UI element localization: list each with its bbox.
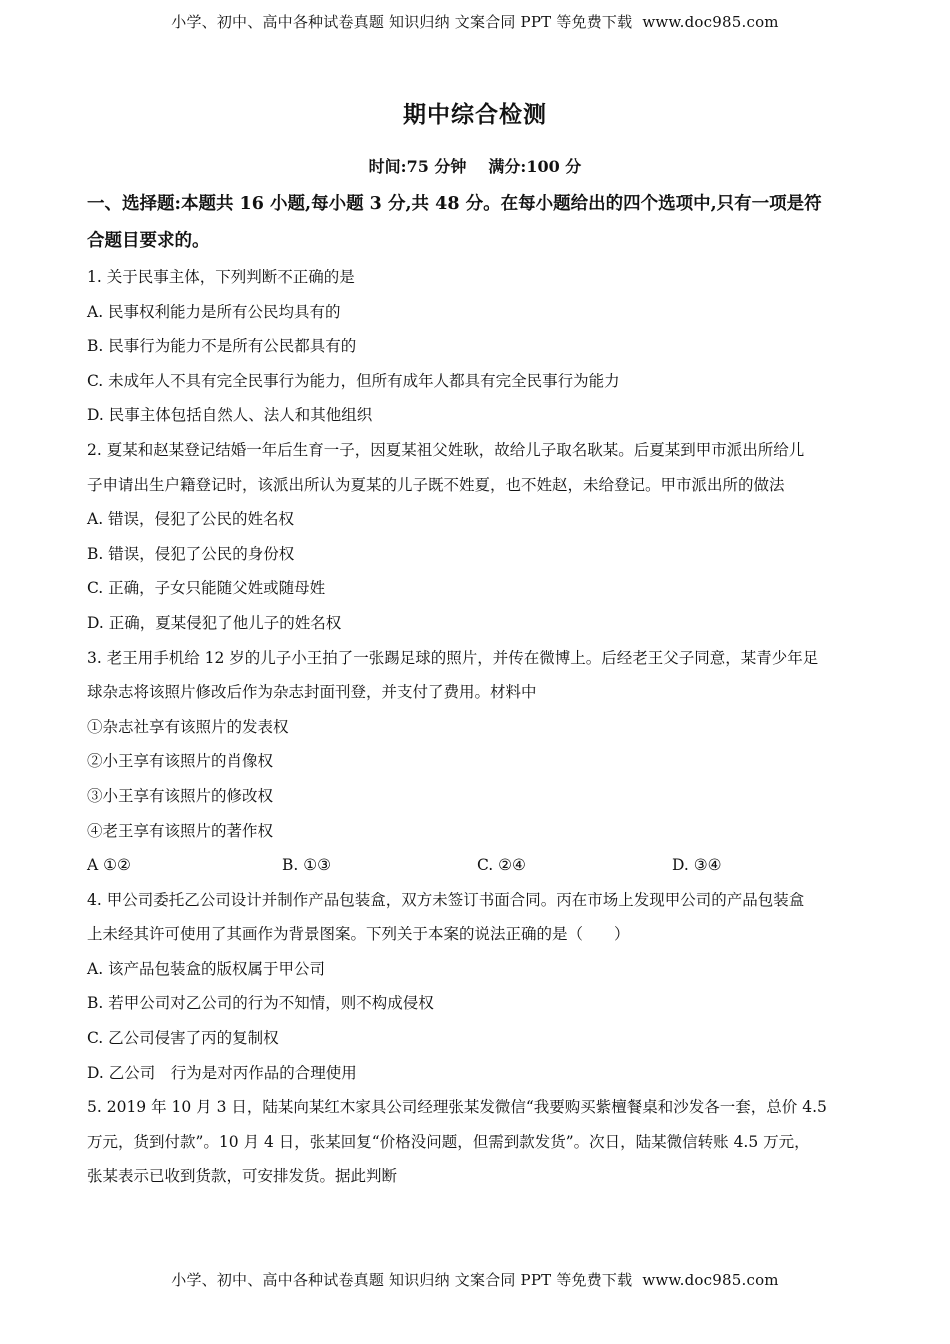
page-title: 期中综合检测 [403,101,547,128]
section-heading-line2: 合题目要求的。 [87,231,210,251]
question-1-stem: 1. 关于民事主体，下列判断不正确的是 [87,268,355,286]
exam-info [0,154,950,177]
question-2-stem-line2: 子申请出生户籍登记时，该派出所认为夏某的儿子既不姓夏，也不姓赵，未给登记。甲市派出所的做法 [87,475,785,494]
question-3-statement-3: ③小王享有该照片的修改权 [87,786,274,805]
question-3-option-d: D. ③④ [672,856,722,875]
question-3-option-b: B. ①③ [282,856,332,875]
exam-time: 时间:75 分钟 [368,157,467,176]
question-5-stem-line1: 5. 2019 年 10 月 3 日，陆某向某红木家具公司经理张某发微信“我要购买紫檀餐桌和沙发各一套，总价 4.5 [87,1098,827,1117]
exam-score: 满分:100 分 [488,157,582,176]
question-2-option-c: C. 正确，子女只能随父姓或随母姓 [87,579,326,598]
question-3-stem-line1: 3. 老王用手机给 12 岁的儿子小王拍了一张踢足球的照片，并传在微博上。后经老王父子同意，某青少年足 [87,648,819,667]
question-1-option-c: C. 未成年人不具有完全民事行为能力，但所有成年人都具有完全民事行为能力 [87,371,620,390]
question-1-option-d: D. 民事主体包括自然人、法人和其他组织 [87,406,373,425]
page-footer [0,1269,950,1290]
question-2-option-a: A. 错误，侵犯了公民的姓名权 [87,510,295,529]
footer-url[interactable]: www.doc985.com [642,1271,779,1289]
question-4-option-a: A. 该产品包装盒的版权属于甲公司 [87,959,326,978]
question-2-option-b: B. 错误，侵犯了公民的身份权 [87,544,295,563]
question-4-option-b: B. 若甲公司对乙公司的行为不知情，则不构成侵权 [87,994,434,1013]
question-4-option-d: D. 乙公司 行为是对丙作品的合理使用 [87,1063,357,1082]
question-3-option-c: C. ②④ [477,856,526,875]
section-heading-line1: 一、选择题:本题共 16 小题,每小题 3 分,共 48 分。在每小题给出的四个选项中,只有一项是符 [87,194,822,214]
header-text: 小学、初中、高中各种试卷真题 知识归纳 文案合同 PPT 等免费下载 [171,13,633,31]
question-3-statement-4: ④老王享有该照片的著作权 [87,821,274,840]
question-3-statement-2: ②小王享有该照片的肖像权 [87,752,274,771]
question-4-option-c: C. 乙公司侵害了丙的复制权 [87,1029,279,1048]
question-3-statement-1: ①杂志社享有该照片的发表权 [87,717,289,736]
question-5-stem-line3: 张某表示已收到货款，可安排发货。据此判断 [87,1167,398,1186]
question-2-option-d: D. 正确，夏某侵犯了他儿子的姓名权 [87,613,342,632]
question-3-stem-line2: 球杂志将该照片修改后作为杂志封面刊登，并支付了费用。材料中 [87,683,537,702]
page-header [0,11,950,32]
exam-content [87,186,867,1194]
question-3-option-a: A ①② [87,856,131,875]
question-5-stem-line2: 万元，货到付款”。10 月 4 日，张某回复“价格没问题，但需到款发货”。次日，陆某微信转账 4.5 万元， [87,1132,810,1151]
question-1-option-b: B. 民事行为能力不是所有公民都具有的 [87,337,357,356]
header-url[interactable]: www.doc985.com [642,13,779,31]
question-1-option-a: A. 民事权利能力是所有公民均具有的 [87,302,341,321]
footer-text: 小学、初中、高中各种试卷真题 知识归纳 文案合同 PPT 等免费下载 [171,1271,633,1289]
question-2-stem-line1: 2. 夏某和赵某登记结婚一年后生育一子，因夏某祖父姓耿，故给儿子取名耿某。后夏某到甲市派出所给儿 [87,440,805,459]
question-4-stem-line2: 上未经其许可使用了其画作为背景图案。下列关于本案的说法正确的是（ ） [87,925,630,944]
question-4-stem-line1: 4. 甲公司委托乙公司设计并制作产品包装盒，双方未签订书面合同。丙在市场上发现甲公司的产品包装盒 [87,890,805,909]
question-3-options [87,848,867,883]
